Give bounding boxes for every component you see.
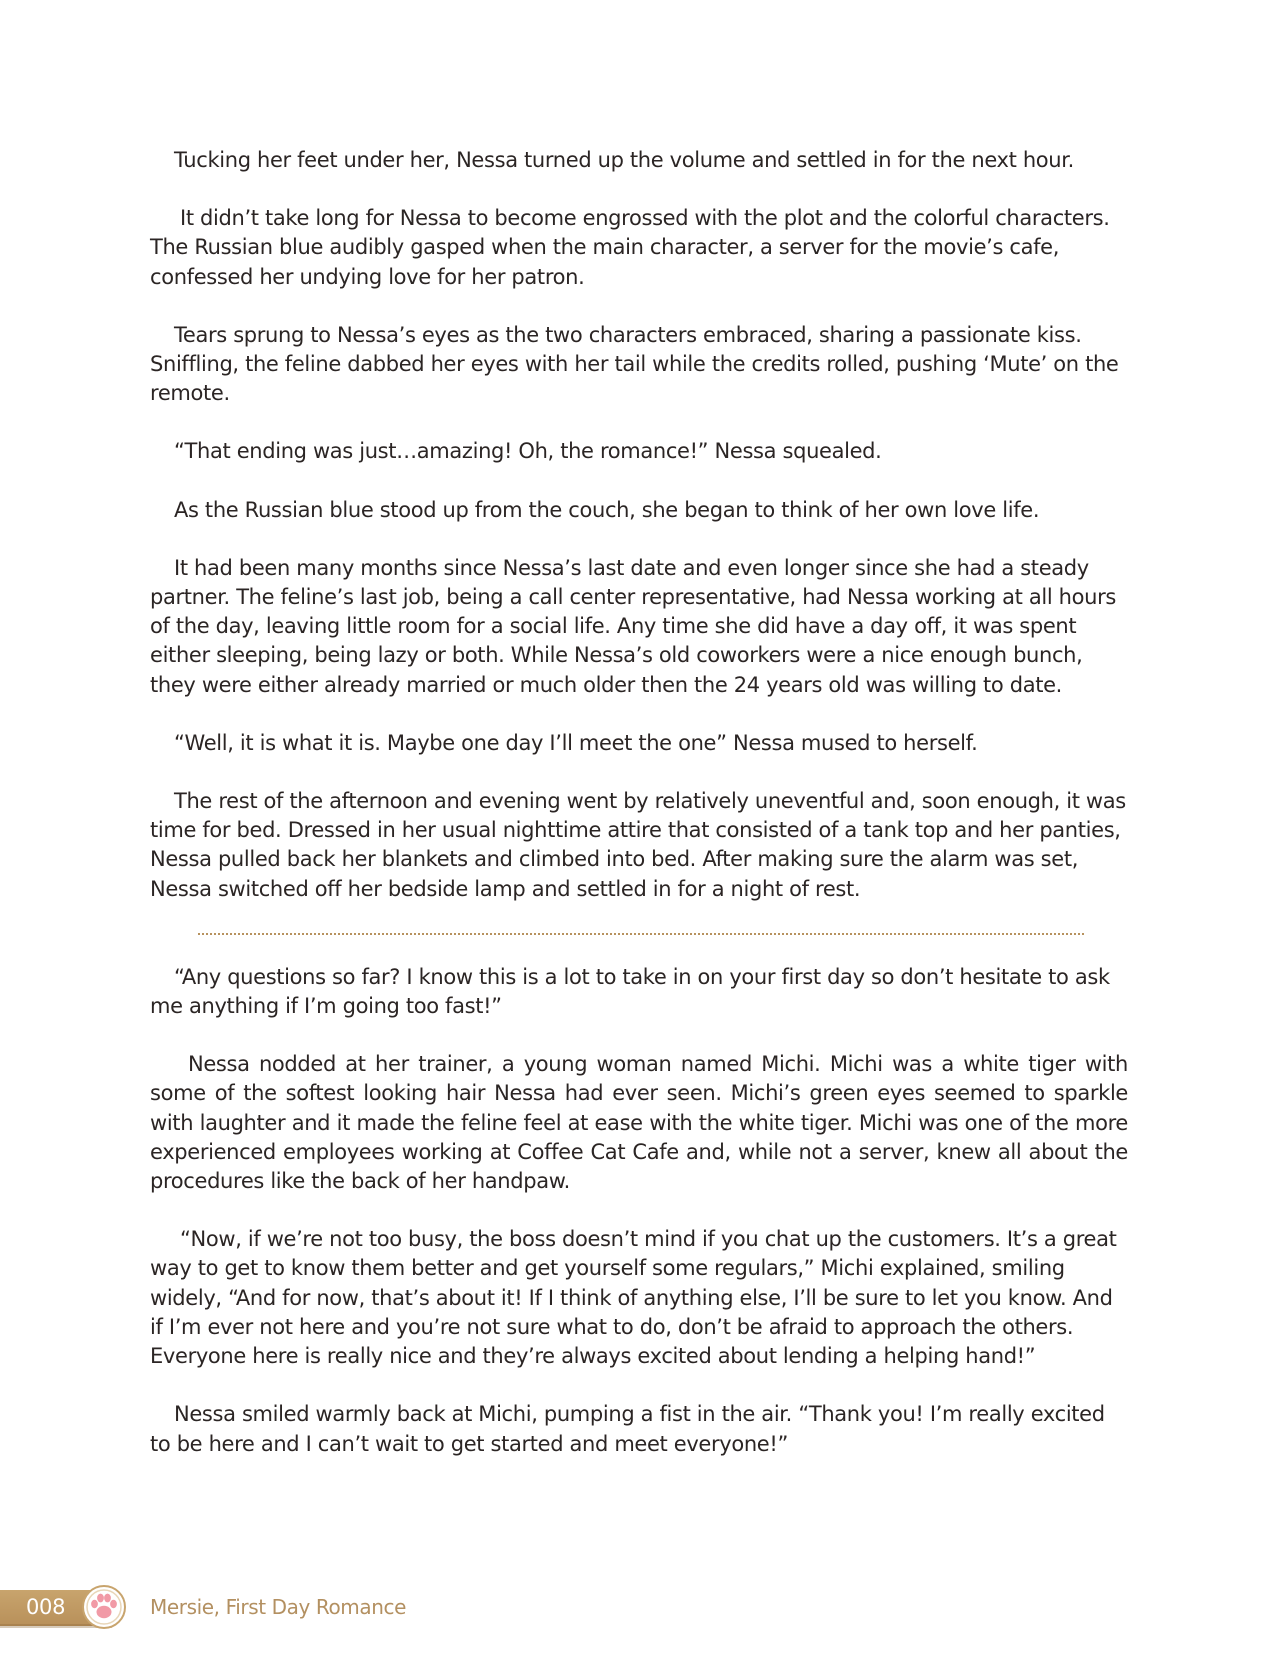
page-footer bbox=[0, 1586, 600, 1632]
paragraph: It didn’t take long for Nessa to become engrossed with the plot and the colorful characters. The Russian blue audibly gasped when the main character, a server for the movie’s cafe, confessed her undying love for her patron. bbox=[150, 206, 1110, 289]
running-title: Mersie, First Day Romance bbox=[150, 1595, 407, 1619]
paragraph: Tucking her feet under her, Nessa turned up the volume and settled in for the next hour. bbox=[174, 148, 1074, 172]
paragraph: As the Russian blue stood up from the couch, she began to think of her own love life. bbox=[174, 497, 1040, 522]
page-number: 008 bbox=[26, 1595, 66, 1619]
paragraph: “Any questions so far? I know this is a lot to take in on your first day so don’t hesitate to ask me anything if I’m going too fast!” bbox=[150, 964, 1110, 1019]
paw-print-icon bbox=[80, 1584, 128, 1630]
paragraph: The rest of the afternoon and evening went by relatively uneventful and, soon enough, it was time for bed. Dressed in her usual nighttime attire that consisted of a tank top and her panties, Nessa pulled back her blankets and climbed into bed. After making sure the alarm was set, Nessa switched off her bedside lamp and settled in for a night of rest. bbox=[150, 789, 1126, 901]
paragraph: “Now, if we’re not too busy, the boss doesn’t mind if you chat up the customers. It’s a great way to get to know them better and get yourself some regulars,” Michi explained, smiling widely, “And for now, that’s about it! If I think of anything else, I’ll be sure to let you know. And if I’m ever not here and you’re not sure what to do, don’t be afraid to approach the others. Everyone here is really nice and they’re always excited about lending a helping hand!” bbox=[150, 1227, 1117, 1369]
paragraph: It had been many months since Nessa’s last date and even longer since she had a steady partner. The feline’s last job, being a call center representative, had Nessa working at all hours of the day, leaving little room for a social life. Any time she did have a day off, it was spent either sleeping, being lazy or both. While Nessa’s old coworkers were a nice enough bunch, they were either already married or much older then the 24 years old was willing to date. bbox=[150, 555, 1116, 697]
paragraph: Nessa nodded at her trainer, a young woman named Michi. Michi was a white tiger with some of the softest looking hair Nessa had ever seen. Michi’s green eyes seemed to sparkle with laughter and it made the feline feel at ease with the white tiger. Michi was one of the more experienced employees working at Coffee Cat Cafe and, while not a server, knew all about the procedures like the back of her handpaw. bbox=[150, 1052, 1128, 1194]
page-body bbox=[150, 146, 1128, 1488]
paragraph: Nessa smiled warmly back at Michi, pumping a fist in the air. “Thank you! I’m really excited to be here and I can’t wait to get started and meet everyone!” bbox=[150, 1402, 1105, 1456]
paragraph: “That ending was just…amazing! Oh, the romance!” Nessa squealed. bbox=[174, 439, 882, 464]
scene-break-divider bbox=[198, 933, 1084, 935]
paragraph: Tears sprung to Nessa’s eyes as the two characters embraced, sharing a passionate kiss. Sniffling, the feline dabbed her eyes with her tail while the credits rolled, pushing ‘Mute’ on the remote. bbox=[150, 322, 1119, 406]
paragraph: “Well, it is what it is. Maybe one day I’ll meet the one” Nessa mused to herself. bbox=[174, 730, 978, 755]
